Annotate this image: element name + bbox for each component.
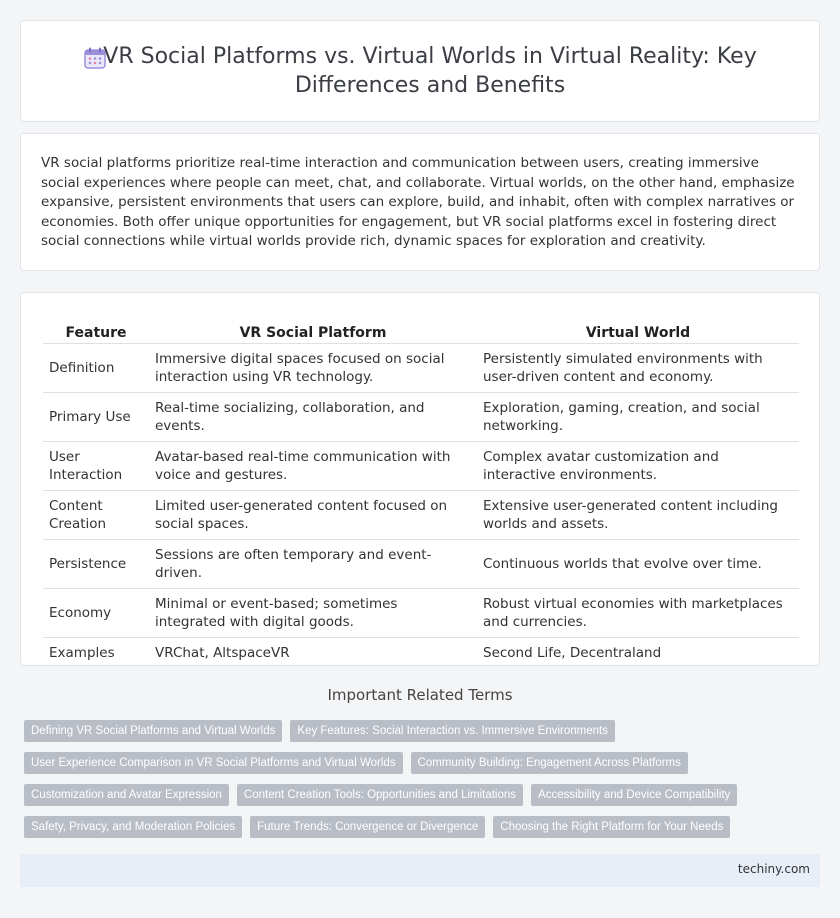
comparison-card (20, 292, 820, 666)
table-row (43, 539, 799, 588)
footer-site-link[interactable]: techiny.com (737, 862, 810, 876)
vr-social-cell: Real-time socializing, collaboration, and events. (149, 392, 477, 441)
header-feature: Feature (43, 313, 149, 343)
related-term-tag[interactable]: Customization and Avatar Expression (24, 784, 229, 806)
related-term-tag[interactable]: Community Building: Engagement Across Platforms (411, 752, 688, 774)
related-term-tag[interactable]: Choosing the Right Platform for Your Needs (493, 816, 730, 838)
footer-bar (20, 854, 820, 887)
table-row (43, 637, 799, 668)
header-vr-social-platform: VR Social Platform (149, 313, 477, 343)
vr-social-cell: Avatar-based real-time communication with voice and gestures. (149, 441, 477, 490)
intro-paragraph: VR social platforms prioritize real-time interaction and communication between users, creating immersive social experiences where people can meet, chat, and collaborate. Virtual worlds, on the other hand, emphasize expansive, persistent environments that users can explore, build, and inhabit, often with complex narratives or economies. Both offer unique opportunities for engagement, but VR social platforms excel in fostering direct social connections while virtual worlds provide rich, dynamic spaces for exploration and creativity. (41, 155, 795, 250)
virtual-world-cell: Extensive user-generated content including worlds and assets. (477, 490, 799, 539)
table-header-row (43, 313, 799, 343)
related-term-tag[interactable]: Accessibility and Device Compatibility (531, 784, 737, 806)
related-term-tag[interactable]: Future Trends: Convergence or Divergence (250, 816, 485, 838)
table-row (43, 343, 799, 392)
header-card (20, 20, 820, 122)
related-term-tag[interactable]: User Experience Comparison in VR Social Platforms and Virtual Worlds (24, 752, 403, 774)
vr-social-cell: Limited user-generated content focused on social spaces. (149, 490, 477, 539)
comparison-table (43, 313, 799, 668)
table-row (43, 588, 799, 637)
page-title: VR Social Platforms vs. Virtual Worlds in Virtual Reality: Key Differences and Benefits (103, 44, 757, 98)
feature-cell: Examples (49, 644, 115, 661)
virtual-world-cell: Second Life, Decentraland (483, 644, 662, 661)
related-term-tag[interactable]: Safety, Privacy, and Moderation Policies (24, 816, 242, 838)
virtual-world-cell: Exploration, gaming, creation, and social networking. (477, 392, 799, 441)
tag-row (24, 816, 824, 838)
vr-social-cell: Sessions are often temporary and event-driven. (149, 539, 477, 588)
related-term-tag[interactable]: Defining VR Social Platforms and Virtual Worlds (24, 720, 282, 742)
related-term-tag[interactable]: Key Features: Social Interaction vs. Immersive Environments (290, 720, 615, 742)
feature-cell: Primary Use (43, 392, 149, 441)
feature-cell: User Interaction (43, 441, 149, 490)
vr-social-cell: Minimal or event-based; sometimes integrated with digital goods. (149, 588, 477, 637)
intro-card (20, 133, 820, 271)
virtual-world-cell: Complex avatar customization and interactive environments. (477, 441, 799, 490)
virtual-world-cell: Robust virtual economies with marketplaces and currencies. (477, 588, 799, 637)
virtual-world-cell: Persistently simulated environments with user-driven content and economy. (477, 343, 799, 392)
header-virtual-world: Virtual World (477, 313, 799, 343)
table-row (43, 441, 799, 490)
table-row (43, 490, 799, 539)
related-term-tag[interactable]: Content Creation Tools: Opportunities and Limitations (237, 784, 523, 806)
tag-row (24, 752, 824, 774)
vr-social-cell: VRChat, AltspaceVR (155, 644, 290, 661)
related-terms-heading: Important Related Terms (327, 686, 513, 704)
vr-social-cell: Immersive digital spaces focused on social interaction using VR technology. (149, 343, 477, 392)
table-row (43, 392, 799, 441)
feature-cell: Content Creation (43, 490, 149, 539)
feature-cell: Persistence (43, 539, 149, 588)
virtual-world-cell: Continuous worlds that evolve over time. (477, 539, 799, 588)
feature-cell: Economy (43, 588, 149, 637)
related-terms-list (24, 720, 824, 848)
tag-row (24, 720, 824, 742)
feature-cell: Definition (43, 343, 149, 392)
tag-row (24, 784, 824, 806)
